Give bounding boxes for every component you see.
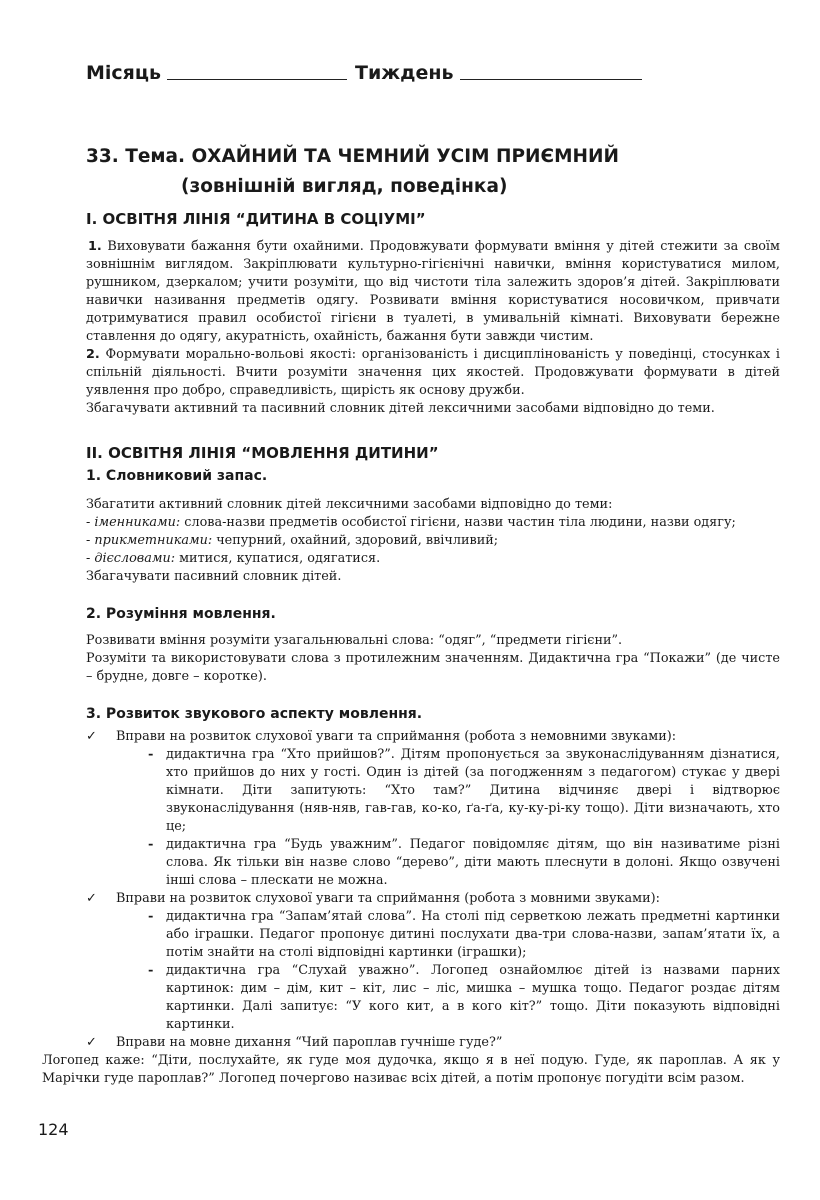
main-content [42, 210, 781, 1088]
page-number: 124 [38, 1120, 69, 1139]
exercise-item-1 [86, 728, 780, 746]
vocabulary-item-nouns [86, 514, 780, 532]
game-item-1-text: дидактична гра “Хто прийшов?”. Дітям пропонується за звуконаслідуванням дізнатися, хто прийшов до них у гості. Один із дітей (за погодженням з педагогом) стукає у двері кімнати. Діти запитують: “Хто там?” Дитина відчиняє двері і відтворює звуконаслідування (няв-няв, гав-гав, ко-ко, ґа-ґа, ку-ку-рі-ку тощо). Діти визначають, хто це; [166, 747, 780, 834]
game-item-2-text: дидактична гра “Будь уважним”. Педагог повідомляє дітям, що він називатиме різні слова. Як тільки він назве слово “дерево”, діти мають плеснути в долоні. Якщо озвучені інші слова – плескати не можна. [166, 837, 780, 888]
game-item-3-text: дидактична гра “Запам’ятай слова”. На столі під серветкою лежать предметні картинки або іграшки. Педагог пропонує дитині послухати два-три слова-назви, запам’ятати їх, а потім знайти на столі відповідні картинки (іграшки); [166, 909, 780, 960]
month-blank-line [167, 78, 347, 80]
week-blank-line [460, 78, 642, 80]
comprehension-subheading: 2. Розуміння мовлення. [86, 606, 276, 622]
section1-p1-number: 1. [88, 239, 102, 254]
game-item-4-text: дидактична гра “Слухай уважно”. Логопед ознайомлює дітей із назвами парних картинок: дим – дім, кит – кіт, лис – ліс, мишка – мушка тощо. Педагог роздає дітям картинки. Далі запитує: “У кого кит, а в кого кіт?” тощо. Діти показують відповідні картинки. [166, 963, 780, 1032]
section1-paragraph-1 [86, 238, 780, 346]
vocabulary-end: Збагачувати пасивний словник дітей. [86, 569, 342, 584]
dash-icon: - [148, 837, 154, 852]
dash-icon: - [148, 963, 154, 978]
game-item-2 [148, 836, 780, 890]
month-label: Місяць [86, 62, 161, 84]
nouns-term: - іменниками: [86, 515, 181, 530]
check-icon: ✓ [86, 891, 97, 906]
section1-paragraph-2 [86, 346, 780, 400]
section1-p2-number: 2. [86, 347, 100, 362]
section1-p2-text: Формувати морально-вольові якості: організованість і дисциплінованість у поведінці, стосунках і спільній діяльності. Вчити розуміти значення цих якостей. Продовжувати формувати в дітей уявлення про добро, справедливість, щирість як основу дружби. [86, 347, 781, 398]
adjectives-term: - прикметниками: [86, 533, 213, 548]
exercise-item-3-text: Вправи на мовне дихання “Чий пароплав гучніше гуде?” [116, 1035, 503, 1050]
verbs-text: митися, купатися, одягатися. [175, 551, 381, 566]
exercise-item-3 [86, 1034, 780, 1052]
topic-title [86, 142, 619, 202]
comprehension-paragraph-1: Розвивати вміння розуміти узагальнювальні слова: “одяг”, “предмети гігієни”. [86, 633, 623, 648]
exercise-item-2-text: Вправи на розвиток слухової уваги та сприймання (робота з мовними звуками): [116, 891, 660, 906]
section1-paragraph-3: Збагачувати активний та пасивний словник дітей лексичними засобами відповідно до теми. [86, 401, 715, 416]
vocabulary-item-verbs [86, 550, 780, 568]
game-item-1 [148, 746, 780, 836]
topic-title-line1: 33. Тема. ОХАЙНИЙ ТА ЧЕМНИЙ УСІМ ПРИЄМНИЙ [86, 146, 619, 167]
game-item-4 [148, 962, 780, 1034]
page-header [86, 62, 650, 84]
exercise-item-2 [86, 890, 780, 908]
dash-icon: - [148, 909, 154, 924]
vocabulary-subheading: 1. Словниковий запас. [86, 468, 268, 484]
closing-paragraph: Логопед каже: “Діти, послухайте, як гуде моя дудочка, якщо я в неї подую. Гуде, як пароплав. А як у Марічки гуде пароплав?” Логопед почергово називає всіх дітей, а потім пропонує погудіти всім разом. [42, 1053, 780, 1086]
section1-heading: I. ОСВІТНЯ ЛІНІЯ “ДИТИНА В СОЦІУМІ” [86, 210, 426, 228]
nouns-text: слова-назви предметів особистої гігієни, назви частин тіла людини, назви одягу; [180, 515, 736, 530]
exercise-item-1-text: Вправи на розвиток слухової уваги та сприймання (робота з немовними звуками): [116, 729, 677, 744]
week-label: Тиждень [354, 62, 454, 84]
check-icon: ✓ [86, 729, 97, 744]
vocabulary-intro: Збагатити активний словник дітей лексичними засобами відповідно до теми: [86, 497, 613, 512]
verbs-term: - дієсловами: [86, 551, 176, 566]
adjectives-text: чепурний, охайний, здоровий, ввічливий; [212, 533, 499, 548]
section2-heading: II. ОСВІТНЯ ЛІНІЯ “МОВЛЕННЯ ДИТИНИ” [86, 444, 439, 462]
check-icon: ✓ [86, 1035, 97, 1050]
dash-icon: - [148, 747, 154, 762]
sound-aspect-subheading: 3. Розвиток звукового аспекту мовлення. [86, 706, 423, 722]
topic-title-line2: (зовнішній вигляд, поведінка) [181, 176, 508, 197]
section1-p1-text: Виховувати бажання бути охайними. Продовжувати формувати вміння у дітей стежити за своїм зовнішнім виглядом. Закріплювати культурно-гігієнічні навички, вміння користуватися милом, рушником, дзеркалом; учити розуміти, що від чистоти тіла залежить здоров’я дітей. Закріплювати навички називання предметів одягу. Розвивати вміння користуватися носовичком, привчати дотримуватися правил особистої гігієни в туалеті, в умивальній кімнаті. Виховувати бережне ставлення до одягу, акуратність, охайність, бажання бути завжди чистим. [86, 239, 780, 344]
comprehension-paragraph-2: Розуміти та використовувати слова з протилежним значенням. Дидактична гра “Покажи” (де чисте – брудне, довге – коротке). [86, 651, 780, 684]
game-item-3 [148, 908, 780, 962]
vocabulary-item-adjectives [86, 532, 780, 550]
